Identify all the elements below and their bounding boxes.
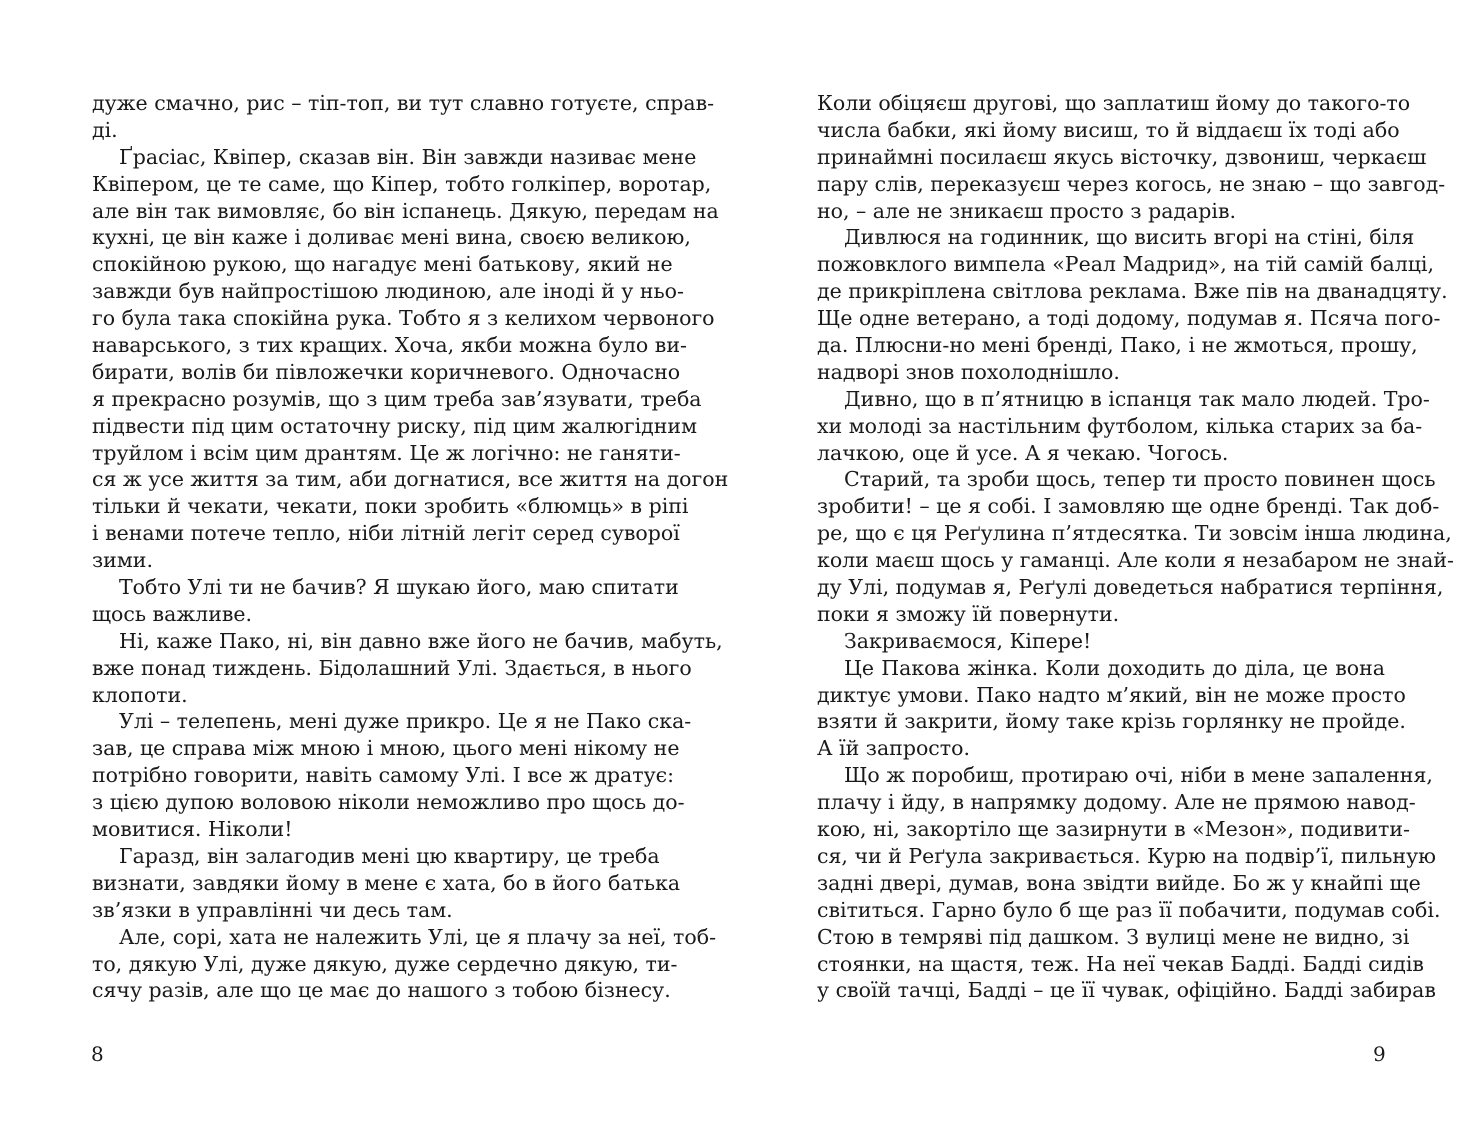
text-line: стоянки, на щастя, теж. На неї чекав Бадді. Бадді сидів: [817, 951, 1424, 976]
text-line: плачу і йду, в напрямку додому. Але не прямою навод-: [817, 790, 1416, 815]
text-line: числа бабки, які йому висиш, то й віддаєш їх тоді або: [817, 117, 1400, 142]
text-line: вже понад тиждень. Бідолашний Улі. Здається, в нього: [92, 655, 692, 680]
text-line: Ні, каже Пако, ні, він давно вже його не бачив, мабуть,: [119, 628, 723, 653]
text-line: я прекрасно розумів, що з цим треба зав’язувати, треба: [92, 386, 702, 411]
right-page-text: [817, 90, 1454, 1004]
text-line: хи молоді за настільним футболом, кілька старих за ба-: [817, 413, 1423, 438]
text-line: то, дякую Улі, дуже дякую, дуже сердечно дякую, ти-: [92, 951, 678, 976]
text-line: Але, сорі, хата не належить Улі, це я плачу за неї, тоб-: [119, 924, 717, 949]
text-line: Старий, та зроби щось, тепер ти просто повинен щось: [844, 467, 1436, 492]
text-line: А їй запросто.: [817, 736, 970, 761]
text-line: ре, що є ця Реґулина п’ятдесятка. Ти зовсім інша людина,: [817, 521, 1452, 546]
text-line: Улі – телепень, мені дуже прикро. Це я не Пако ска-: [119, 709, 692, 734]
page-number-right: 9: [1373, 1042, 1386, 1066]
text-line: Це Пакова жінка. Коли доходить до діла, це вона: [844, 655, 1385, 680]
text-line: підвести під цим остаточну риску, під цим жалюгідним: [92, 413, 698, 438]
text-line: але він так вимовляє, бо він іспанець. Дякую, передам на: [92, 198, 719, 223]
text-line: визнати, завдяки йому в мене є хата, бо в його батька: [92, 870, 681, 895]
text-line: труйлом і всім цим дрантям. Це ж логічно: не ганяти-: [92, 440, 681, 465]
text-line: ді.: [92, 117, 118, 142]
text-line: Ще одне ветерано, а тоді додому, подумав я. Псяча пого-: [817, 306, 1441, 331]
text-line: Квіпером, це те саме, що Кіпер, тобто голкіпер, воротар,: [92, 171, 712, 196]
text-line: ду Улі, подумав я, Реґулі доведеться набратися терпіння,: [817, 575, 1444, 600]
text-line: кою, ні, закортіло ще зазирнути в «Мезон», подивити-: [817, 817, 1410, 842]
text-line: завжди був найпростішою людиною, але іноді й у ньо-: [92, 279, 684, 304]
text-line: лачкою, оце й усе. А я чекаю. Чогось.: [817, 440, 1229, 465]
text-line: мовитися. Ніколи!: [92, 817, 293, 842]
text-line: сячу разів, але що це має до нашого з тобою бізнесу.: [92, 978, 671, 1003]
text-line: кухні, це він каже і доливає мені вина, своєю великою,: [92, 225, 691, 250]
right-page: [737, 0, 1474, 1134]
text-line: зробити! – це я собі. І замовляю ще одне бренді. Так доб-: [817, 494, 1440, 519]
text-line: да. Плюсни-но мені бренді, Пако, і не жмоться, прошу,: [817, 333, 1418, 358]
text-line: зими.: [92, 548, 153, 573]
text-line: де прикріплена світлова реклама. Вже пів на дванадцяту.: [817, 279, 1448, 304]
text-line: пару слів, переказуєш через когось, не знаю – що завгод-: [817, 171, 1446, 196]
text-line: з цією дупою воловою ніколи неможливо про щось до-: [92, 790, 685, 815]
text-line: спокійною рукою, що нагадує мені батькову, який не: [92, 252, 673, 277]
text-line: Гаразд, він залагодив мені цю квартиру, це треба: [119, 843, 660, 868]
text-line: дуже смачно, рис – тіп-топ, ви тут славно готуєте, справ-: [92, 91, 715, 115]
text-line: світиться. Гарно було б ще раз її побачити, подумав собі.: [817, 897, 1441, 922]
text-line: наварського, з тих кращих. Хоча, якби можна було ви-: [92, 333, 687, 358]
text-line: бирати, волів би півложечки коричневого. Одночасно: [92, 359, 681, 384]
text-line: надворі знов похолоднішло.: [817, 359, 1120, 384]
text-line: поки я зможу їй повернути.: [817, 601, 1120, 626]
text-line: Коли обіцяєш другові, що заплатиш йому до такого-то: [817, 91, 1411, 115]
text-line: у своїй тачці, Бадді – це її чувак, офіційно. Бадді забирав: [817, 978, 1436, 1003]
page-number-left: 8: [91, 1042, 104, 1066]
text-line: і венами потече тепло, ніби літній легіт серед суворої: [92, 521, 680, 546]
text-line: клопоти.: [92, 682, 188, 707]
text-line: потрібно говорити, навіть самому Улі. І все ж дратує:: [92, 763, 675, 788]
text-line: Закриваємося, Кіпере!: [844, 628, 1092, 653]
text-line: ся, чи й Реґула закривається. Курю на подвір’ї, пильную: [817, 843, 1436, 868]
text-line: диктує умови. Пако надто м’який, він не може просто: [817, 682, 1406, 707]
text-line: но, – але не зникаєш просто з радарів.: [817, 198, 1237, 223]
text-line: зв’язки в управлінні чи десь там.: [92, 897, 453, 922]
text-line: коли маєш щось у гаманці. Але коли я незабаром не знай-: [817, 548, 1454, 573]
text-line: принаймні посилаєш якусь вісточку, дзвониш, черкаєш: [817, 144, 1427, 169]
text-line: Що ж поробиш, протираю очі, ніби в мене запалення,: [844, 763, 1433, 788]
left-page-text: [92, 90, 729, 1004]
text-line: ся ж усе життя за тим, аби догнатися, все життя на догон: [92, 467, 729, 492]
text-line: задні двері, думав, вона звідти вийде. Бо ж у кнайпі ще: [817, 870, 1421, 895]
text-line: пожовклого вимпела «Реал Мадрид», на тій самій балці,: [817, 252, 1434, 277]
text-line: го була така спокійна рука. Тобто я з келихом червоного: [92, 306, 715, 331]
text-line: взяти й закрити, йому таке крізь горлянку не пройде.: [817, 709, 1406, 734]
text-line: Тобто Улі ти не бачив? Я шукаю його, маю спитати: [119, 575, 679, 600]
text-line: тільки й чекати, чекати, поки зробить «блюмць» в ріпі: [92, 494, 689, 519]
text-line: Дивлюся на годинник, що висить вгорі на стіні, біля: [844, 225, 1415, 250]
text-line: Дивно, що в п’ятницю в іспанця так мало людей. Тро-: [844, 386, 1430, 411]
text-line: щось важливе.: [92, 601, 253, 626]
text-line: зав, це справа між мною і мною, цього мені нікому не: [92, 736, 680, 761]
text-line: Стою в темряві під дашком. З вулиці мене не видно, зі: [817, 924, 1410, 949]
text-line: Ґрасіас, Квіпер, сказав він. Він завжди називає мене: [119, 144, 697, 169]
